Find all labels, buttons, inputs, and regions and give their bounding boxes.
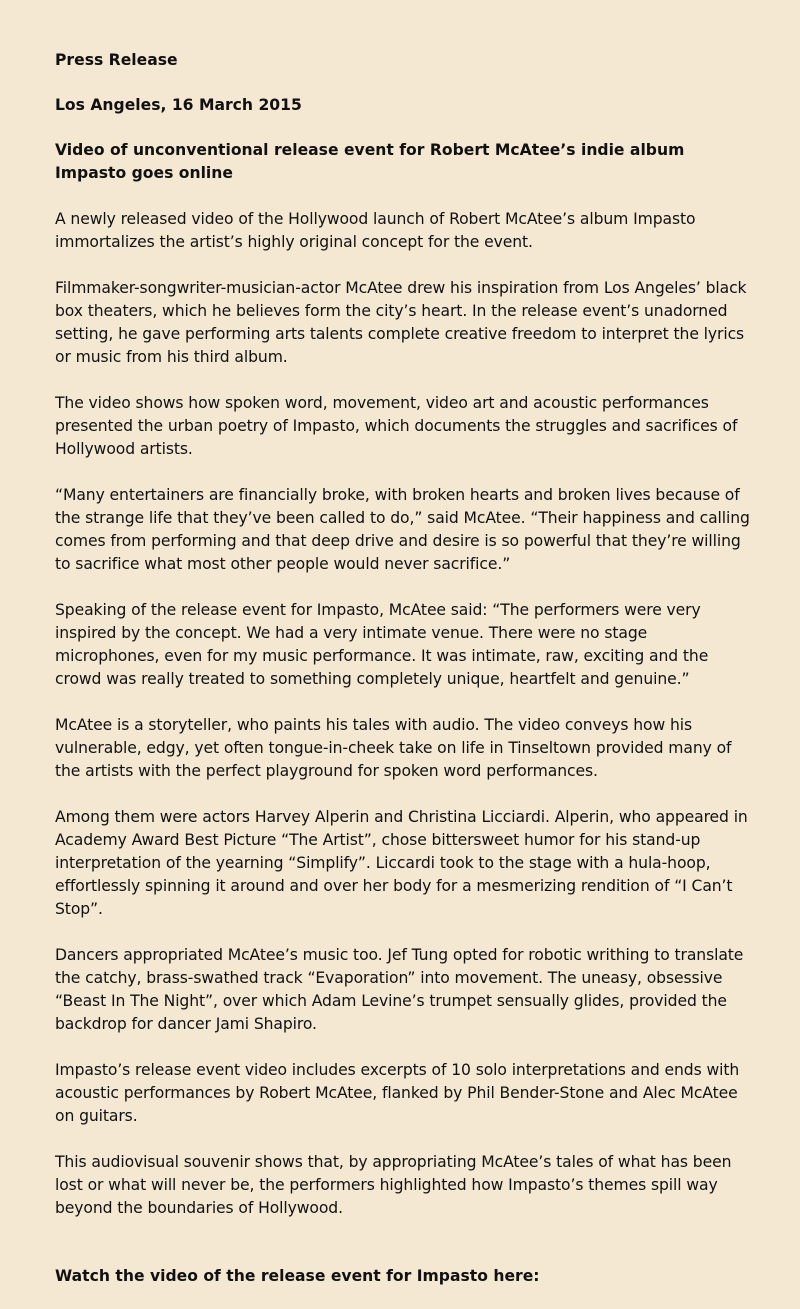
body-paragraph-9: Impasto’s release event video includes excerpts of 10 solo interpretations and ends with acoustic performances by Robert McAtee, flanked by Phil Bender-Stone and Alec McAtee on guitars. xyxy=(55,1061,740,1125)
watch-video-label: Watch the video of the release event for Impasto here: xyxy=(55,1267,540,1285)
body-paragraph-8: Dancers appropriated McAtee’s music too. Jef Tung opted for robotic writhing to translate the catchy, brass-swathed track “Evaporation” into movement. The uneasy, obsessive “Beast In The Night”, over which Adam Levine’s trumpet sensually glides, provided the backdrop for dancer Jami Shapiro. xyxy=(55,946,744,1033)
body-paragraph-3: The video shows how spoken word, movement, video art and acoustic performances presented the urban poetry of Impasto, which documents the struggles and sacrifices of Hollywood artists. xyxy=(55,394,738,458)
body-paragraph-4: “Many entertainers are financially broke, with broken hearts and broken lives because of the strange life that they’ve been called to do,” said McAtee. “Their happiness and calling comes from performing and that deep drive and desire is so powerful that they’re willing to sacrifice what most other people would never sacrifice.” xyxy=(55,486,750,573)
dateline: Los Angeles, 16 March 2015 xyxy=(55,96,302,114)
body-paragraph-2: Filmmaker-songwriter-musician-actor McAtee drew his inspiration from Los Angeles’ black box theaters, which he believes form the city’s heart. In the release event’s unadorned setting, he gave performing arts talents complete creative freedom to interpret the lyrics or music from his third album. xyxy=(55,279,747,366)
body-paragraph-7: Among them were actors Harvey Alperin and Christina Licciardi. Alperin, who appeared in Academy Award Best Picture “The Artist”, chose bittersweet humor for his stand-up interpretation of the yearning “Simplify”. Liccardi took to the stage with a hula-hoop, effortlessly spinning it around and over her body for a mesmerizing rendition of “I Can’t Stop”. xyxy=(55,808,748,918)
document-kicker: Press Release xyxy=(55,51,178,69)
headline: Video of unconventional release event for Robert McAtee’s indie album Impasto goes online xyxy=(55,141,685,182)
body-paragraph-1: A newly released video of the Hollywood launch of Robert McAtee’s album Impasto immortalizes the artist’s highly original concept for the event. xyxy=(55,210,696,251)
body-paragraph-6: McAtee is a storyteller, who paints his tales with audio. The video conveys how his vulnerable, edgy, yet often tongue-in-cheek take on life in Tinseltown provided many of the artists with the perfect playground for spoken word performances. xyxy=(55,716,732,780)
body-paragraph-5: Speaking of the release event for Impasto, McAtee said: “The performers were very inspired by the concept. We had a very intimate venue. There were no stage microphones, even for my music performance. It was intimate, raw, exciting and the crowd was really treated to something completely unique, heartfelt and genuine.” xyxy=(55,601,709,688)
press-release-document xyxy=(55,49,755,1288)
body-paragraph-10: This audiovisual souvenir shows that, by appropriating McAtee’s tales of what has been lost or what will never be, the performers highlighted how Impasto’s themes spill way beyond the boundaries of Hollywood. xyxy=(55,1153,732,1217)
